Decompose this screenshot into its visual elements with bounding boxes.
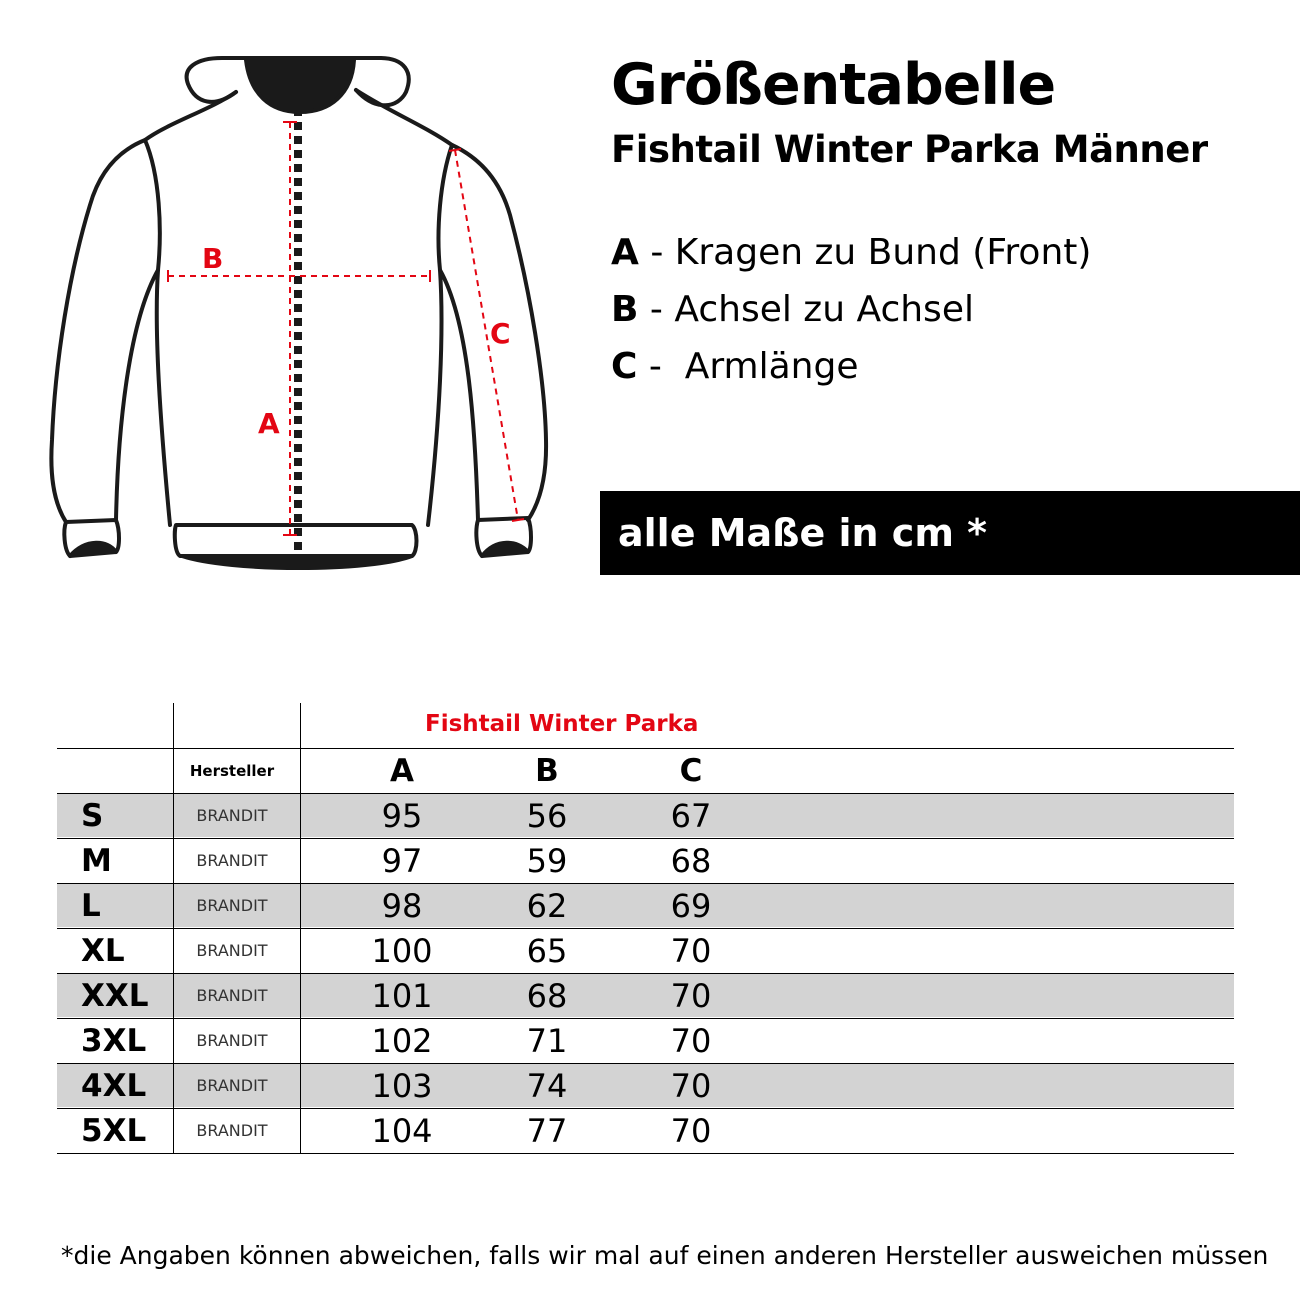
value-a-cell: 101 bbox=[371, 977, 433, 1015]
units-banner: alle Maße in cm * bbox=[600, 491, 1300, 575]
header-b: B bbox=[535, 753, 559, 789]
value-a-cell: 98 bbox=[381, 887, 423, 925]
legend-item-b: B - Achsel zu Achsel bbox=[611, 289, 974, 330]
value-b-cell: 68 bbox=[526, 977, 568, 1015]
legend-item-a: A - Kragen zu Bund (Front) bbox=[611, 232, 1092, 273]
product-subtitle: Fishtail Winter Parka Männer bbox=[611, 128, 1208, 171]
value-b-cell: 62 bbox=[526, 887, 568, 925]
value-c-cell: 69 bbox=[670, 887, 712, 925]
value-b-cell: 71 bbox=[526, 1022, 568, 1060]
value-c-cell: 68 bbox=[670, 842, 712, 880]
size-table bbox=[57, 703, 1234, 1155]
value-c-cell: 70 bbox=[670, 1112, 712, 1150]
maker-cell: BRANDIT bbox=[196, 1076, 268, 1095]
label-a: A bbox=[258, 407, 280, 440]
value-b-cell: 74 bbox=[526, 1067, 568, 1105]
maker-cell: BRANDIT bbox=[196, 941, 268, 960]
value-a-cell: 104 bbox=[371, 1112, 433, 1150]
size-cell: L bbox=[81, 888, 101, 924]
value-c-cell: 70 bbox=[670, 1022, 712, 1060]
header-c: C bbox=[679, 753, 703, 789]
value-c-cell: 70 bbox=[670, 932, 712, 970]
size-cell: 4XL bbox=[81, 1068, 147, 1104]
maker-cell: BRANDIT bbox=[196, 896, 268, 915]
value-b-cell: 59 bbox=[526, 842, 568, 880]
jacket-illustration bbox=[40, 50, 560, 590]
value-b-cell: 77 bbox=[526, 1112, 568, 1150]
header-a: A bbox=[390, 753, 414, 789]
value-c-cell: 70 bbox=[670, 977, 712, 1015]
size-cell: S bbox=[81, 798, 104, 834]
table-group-title: Fishtail Winter Parka bbox=[425, 711, 699, 737]
table-row bbox=[57, 883, 1234, 927]
measurement-legend bbox=[611, 224, 1091, 395]
label-b: B bbox=[202, 242, 224, 275]
size-cell: XXL bbox=[81, 978, 149, 1014]
table-row bbox=[57, 928, 1234, 972]
table-row bbox=[57, 1108, 1234, 1152]
table-row bbox=[57, 838, 1234, 882]
value-a-cell: 103 bbox=[371, 1067, 433, 1105]
maker-cell: BRANDIT bbox=[196, 806, 268, 825]
value-a-cell: 97 bbox=[381, 842, 423, 880]
size-cell: 5XL bbox=[81, 1113, 147, 1149]
table-row bbox=[57, 1063, 1234, 1107]
maker-cell: BRANDIT bbox=[196, 1031, 268, 1050]
table-row bbox=[57, 1018, 1234, 1062]
size-cell: XL bbox=[81, 933, 125, 969]
page-title: Größentabelle bbox=[611, 52, 1056, 118]
maker-cell: BRANDIT bbox=[196, 851, 268, 870]
value-b-cell: 56 bbox=[526, 797, 568, 835]
value-b-cell: 65 bbox=[526, 932, 568, 970]
maker-cell: BRANDIT bbox=[196, 1121, 268, 1140]
value-a-cell: 102 bbox=[371, 1022, 433, 1060]
size-cell: 3XL bbox=[81, 1023, 147, 1059]
value-a-cell: 95 bbox=[381, 797, 423, 835]
value-c-cell: 67 bbox=[670, 797, 712, 835]
table-row bbox=[57, 973, 1234, 1017]
header-maker: Hersteller bbox=[189, 762, 275, 780]
label-c: C bbox=[490, 317, 511, 350]
legend-item-c: C - Armlänge bbox=[611, 346, 859, 387]
value-c-cell: 70 bbox=[670, 1067, 712, 1105]
footnote: *die Angaben können abweichen, falls wir mal auf einen anderen Hersteller ausweichen müssen bbox=[61, 1241, 1269, 1270]
table-row bbox=[57, 793, 1234, 837]
size-cell: M bbox=[81, 843, 112, 879]
value-a-cell: 100 bbox=[371, 932, 433, 970]
maker-cell: BRANDIT bbox=[196, 986, 268, 1005]
